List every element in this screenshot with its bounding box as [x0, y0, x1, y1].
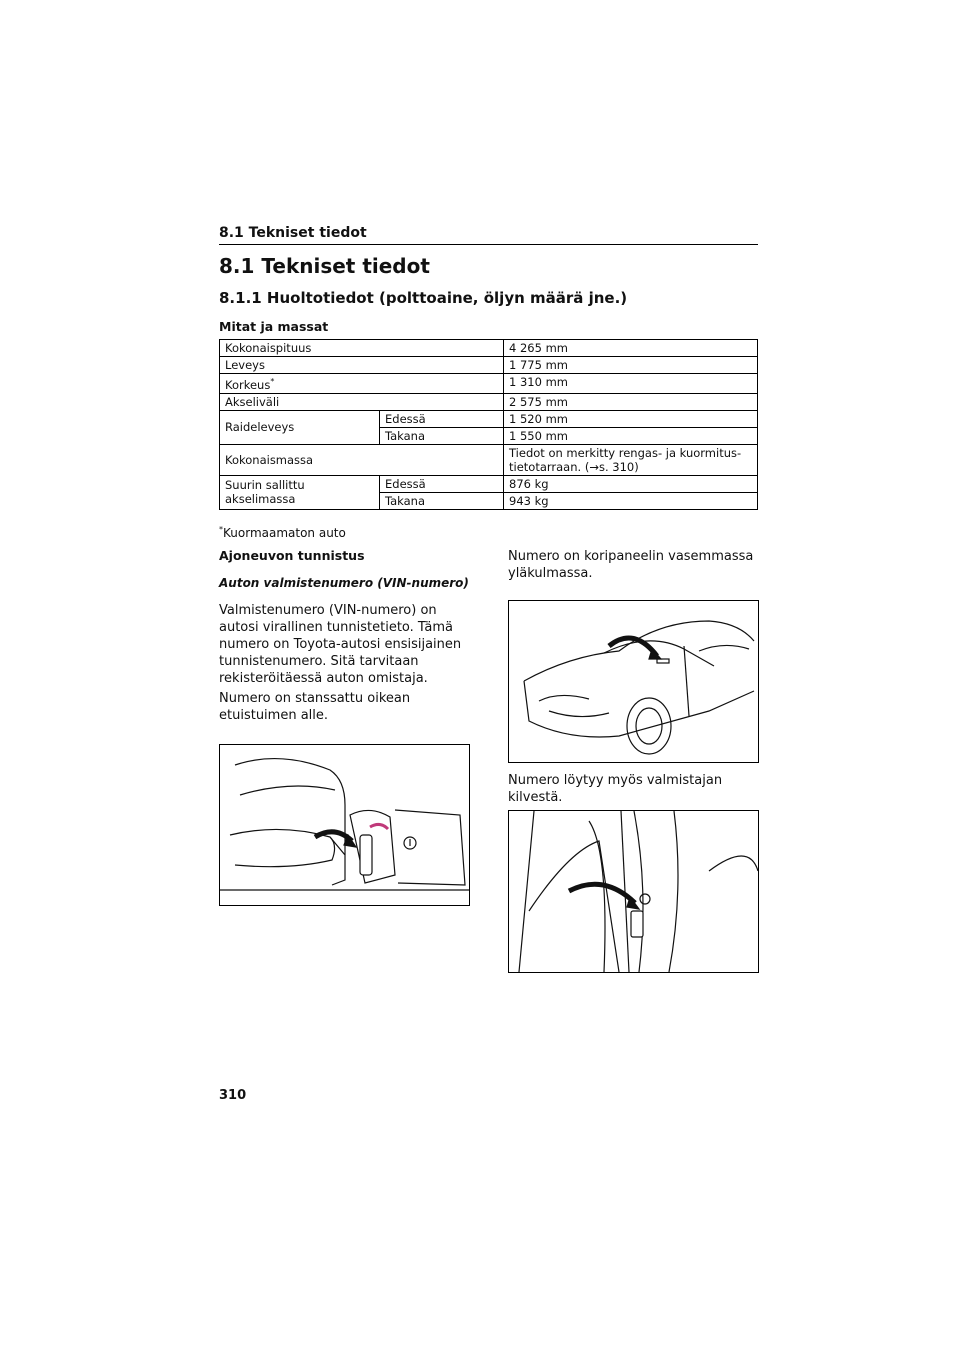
page-title: 8.1 Tekniset tiedot	[219, 254, 430, 278]
table-cell: Kokonaismassa	[220, 444, 504, 475]
section-title: Ajoneuvon tunnistus	[219, 548, 365, 563]
section-subtitle: 8.1.1 Huoltotiedot (polttoaine, öljyn määrä jne.)	[219, 289, 628, 307]
table-row	[220, 374, 758, 394]
height-label: Korkeus	[225, 377, 271, 392]
table-cell: Kokonaispituus	[220, 340, 504, 357]
table-row	[220, 393, 758, 410]
table-cell: Takana	[380, 492, 504, 509]
table-cell: Suurin sallittu akselimassa	[220, 475, 380, 509]
table-heading: Mitat ja massat	[219, 319, 329, 334]
table-cell: 4 265 mm	[504, 340, 758, 357]
paragraph-vin-intro: Valmistenumero (VIN-numero) on autosi virallinen tunnistetieto. Tämä numero on Toyota-autosi ensisijainen tunnistenumero. Sitä tarvitaan rekisteröitäessä auton omistaja.	[219, 603, 462, 686]
car-vin-illustration	[508, 600, 759, 763]
paragraph-vin-dash: Numero on koripaneelin vasemmassa yläkulmassa.	[508, 549, 754, 581]
table-cell: 876 kg	[504, 475, 758, 492]
table-cell: Tiedot on merkitty rengas- ja kuormitus-tietotarraan. (→s. 310)	[504, 444, 758, 475]
paragraph-vin-seat: Numero on stanssattu oikean etuistuimen alle.	[219, 691, 411, 723]
table-row	[220, 340, 758, 357]
table-cell: Akseliväli	[220, 393, 504, 410]
table-row	[220, 475, 758, 492]
table-cell: 2 575 mm	[504, 393, 758, 410]
table-cell: Raideleveys	[220, 410, 380, 444]
table-cell: Edessä	[380, 410, 504, 427]
table-cell: Edessä	[380, 475, 504, 492]
plate-vin-illustration	[508, 810, 759, 973]
table-cell: 1 775 mm	[504, 357, 758, 374]
page-number: 310	[219, 1088, 247, 1103]
table-cell	[220, 374, 504, 394]
table-cell: 1 550 mm	[504, 427, 758, 444]
footnote	[219, 525, 346, 540]
table-cell: Takana	[380, 427, 504, 444]
table-cell: 1 520 mm	[504, 410, 758, 427]
table-row	[220, 357, 758, 374]
table-cell: 943 kg	[504, 492, 758, 509]
table-cell: 1 310 mm	[504, 374, 758, 394]
footnote-text: Kuormaamaton auto	[223, 526, 346, 540]
subsection-title: Auton valmistenumero (VIN-numero)	[219, 576, 469, 590]
table-row	[220, 410, 758, 427]
footnote-marker: *	[219, 525, 223, 534]
table-row	[220, 444, 758, 475]
seat-vin-illustration	[219, 744, 470, 906]
header-rule	[219, 244, 758, 245]
paragraph-vin-plate: Numero löytyy myös valmistajan kilvestä.	[508, 773, 723, 805]
running-head: 8.1 Tekniset tiedot	[219, 225, 367, 241]
table-cell: Leveys	[220, 357, 504, 374]
dimensions-table	[219, 339, 758, 510]
footnote-marker: *	[270, 377, 275, 386]
